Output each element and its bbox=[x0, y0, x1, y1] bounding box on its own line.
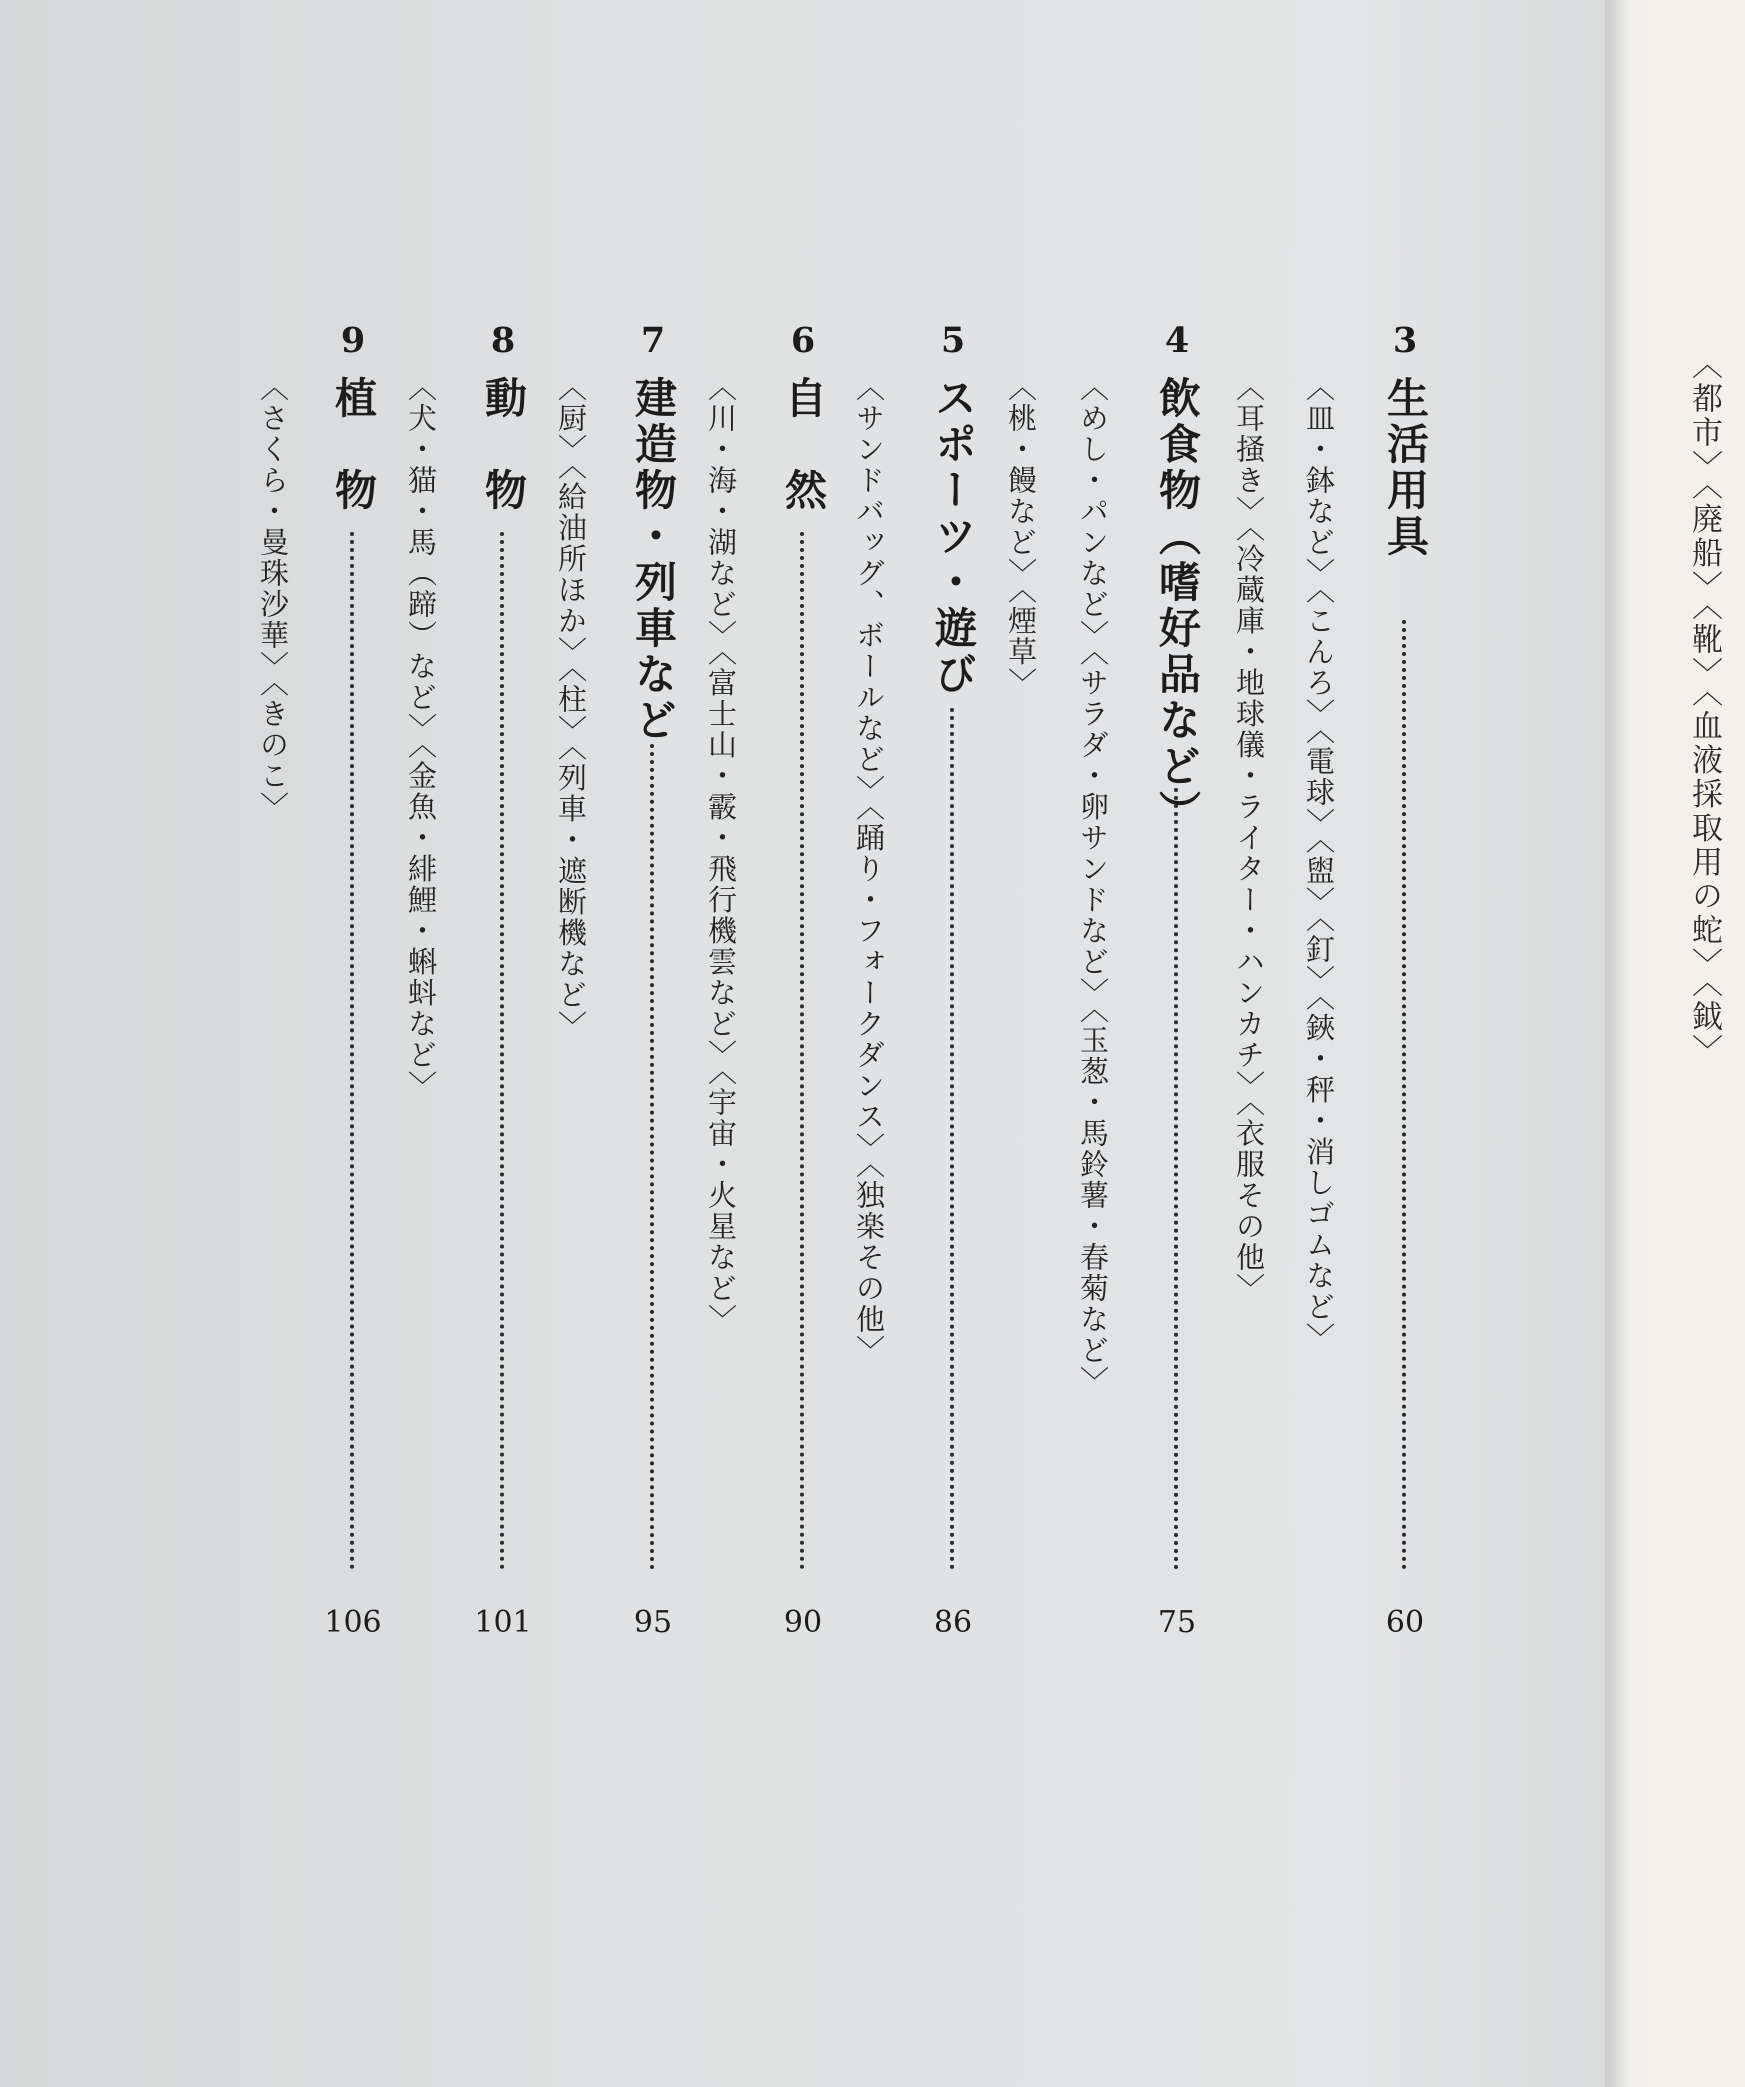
chapter-number: 9 bbox=[340, 320, 366, 361]
leader-dots bbox=[800, 532, 804, 1570]
toc-chapter-3[interactable] bbox=[1378, 320, 1448, 1640]
leader-dots bbox=[1174, 788, 1178, 1570]
toc-chapter-4[interactable] bbox=[1150, 320, 1220, 1640]
chapter-8-subtopics: 〈犬・猫・馬（蹄）など〉〈金魚・緋鯉・蝌蚪など〉 bbox=[404, 372, 438, 1102]
toc-chapter-9[interactable] bbox=[326, 320, 396, 1640]
chapter-title: 建造物・列車など bbox=[629, 376, 678, 744]
chapter-7-subtopics: 〈厨〉〈給油所ほか〉〈柱〉〈列車・遮断機など〉 bbox=[554, 372, 588, 1042]
chapter-4-subtopics-line-2: 〈桃・饅など〉〈煙草〉 bbox=[1004, 372, 1038, 699]
chapter-3-subtopics-line-2: 〈耳掻き〉〈冷蔵庫・地球儀・ライター・ハンカチ〉〈衣服その他〉 bbox=[1232, 372, 1266, 1304]
chapter-5-subtopics: 〈サンドバッグ、ボールなど〉〈踊り・フォークダンス〉〈独楽その他〉 bbox=[852, 372, 886, 1366]
page-number: 101 bbox=[474, 1605, 532, 1640]
leader-dots bbox=[950, 708, 954, 1570]
chapter-number: 4 bbox=[1164, 320, 1190, 361]
leader-dots bbox=[350, 532, 354, 1570]
page-number: 95 bbox=[633, 1605, 673, 1640]
page-number: 75 bbox=[1157, 1605, 1197, 1640]
page-number: 86 bbox=[933, 1605, 973, 1640]
chapter-number: 7 bbox=[640, 320, 666, 361]
page-number: 106 bbox=[324, 1605, 382, 1640]
chapter-title: 動 物 bbox=[479, 376, 528, 514]
chapter-title: 飲食物（嗜好品など） bbox=[1153, 376, 1202, 836]
chapter-title: 自 然 bbox=[779, 376, 828, 514]
leader-dots bbox=[1402, 620, 1406, 1570]
page-number: 90 bbox=[783, 1605, 823, 1640]
leader-dots bbox=[650, 744, 654, 1570]
chapter-title: 植 物 bbox=[329, 376, 378, 514]
toc-chapter-7[interactable] bbox=[626, 320, 696, 1640]
chapter-6-subtopics: 〈川・海・湖など〉〈富士山・霰・飛行機雲など〉〈宇宙・火星など〉 bbox=[704, 372, 738, 1335]
chapter-title: 生活用具 bbox=[1381, 376, 1430, 560]
chapter-4-subtopics-line-1: 〈めし・パンなど〉〈サラダ・卵サンドなど〉〈玉葱・馬鈴薯・春菊など〉 bbox=[1076, 372, 1110, 1397]
leader-dots bbox=[500, 532, 504, 1570]
chapter-title: スポーツ・遊び bbox=[929, 376, 978, 698]
chapter-number: 3 bbox=[1392, 320, 1418, 361]
chapter-number: 5 bbox=[940, 320, 966, 361]
toc-chapter-6[interactable] bbox=[776, 320, 846, 1640]
chapter-3-subtopics-line-1: 〈皿・鉢など〉〈こんろ〉〈電球〉〈盥〉〈釘〉〈鋏・秤・消しゴムなど〉 bbox=[1302, 372, 1336, 1354]
toc-chapter-5[interactable] bbox=[926, 320, 996, 1640]
previous-page-edge bbox=[1605, 0, 1745, 2087]
previous-page-line: 〈都市〉〈廃船〉〈靴〉〈血液採取用の蛇〉〈鉞〉 bbox=[1686, 348, 1722, 1068]
chapter-number: 8 bbox=[490, 320, 516, 361]
page-number: 60 bbox=[1385, 1605, 1425, 1640]
chapter-9-subtopics: 〈さくら・曼珠沙華〉〈きのこ〉 bbox=[256, 372, 290, 823]
toc-chapter-8[interactable] bbox=[476, 320, 546, 1640]
chapter-number: 6 bbox=[790, 320, 816, 361]
